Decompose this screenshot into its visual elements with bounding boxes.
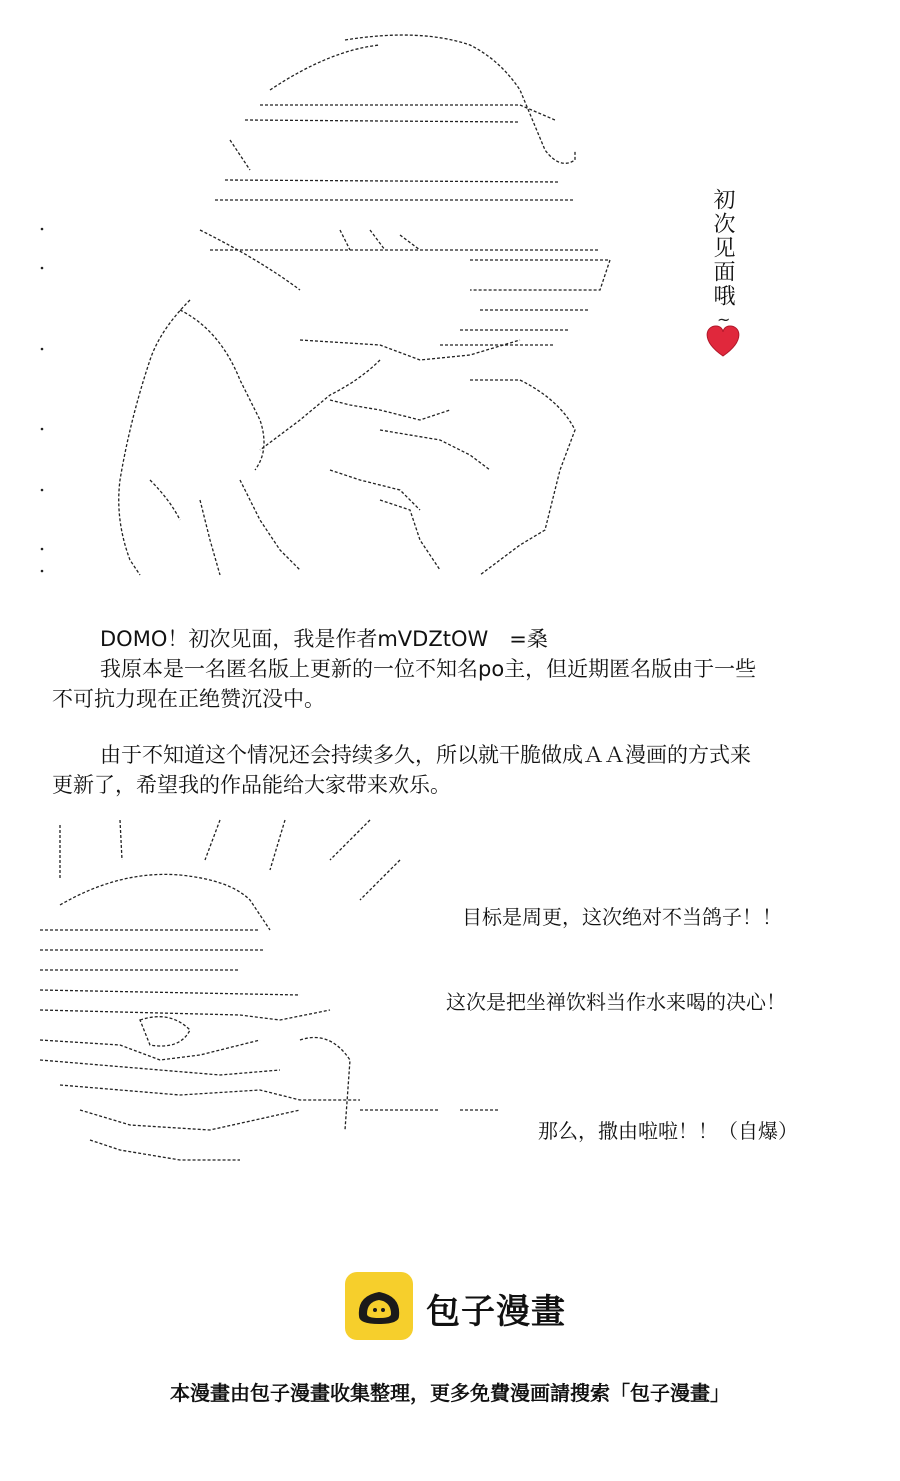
intro-line-2: 我原本是一名匿名版上更新的一位不知名po主，但近期匿名版由于一些 <box>100 657 757 681</box>
baozi-logo-text: 包子漫畫 <box>426 1292 566 1332</box>
intro-text <box>52 624 852 714</box>
tilde-mark: ~ <box>717 310 731 329</box>
footer-credit: 本漫畫由包子漫畫收集整理，更多免費漫画請搜索「包子漫畫」 <box>170 1381 730 1405</box>
body-outline <box>119 300 190 575</box>
baozi-logo-icon <box>345 1272 413 1340</box>
hat-outline <box>345 35 575 163</box>
intro-line-4: 由于不知道这个情况还会持续多久，所以就干脆做成ＡＡ漫画的方式来 <box>100 743 751 767</box>
vertical-caption: 初次见面哦 <box>710 188 735 308</box>
hair-outline <box>60 874 270 930</box>
intro-text-2 <box>52 740 852 800</box>
speech-line-1: 目标是周更，这次绝对不当鸽子！！ <box>462 905 782 929</box>
intro-line-3: 不可抗力现在正绝赞沉没中。 <box>52 687 325 711</box>
intro-line-5: 更新了，希望我的作品能给大家带来欢乐。 <box>52 773 451 797</box>
heart-icon <box>707 326 739 356</box>
intro-line-1: DOMO！初次见面，我是作者mVDZtOW =桑 <box>100 627 548 651</box>
speech-line-2: 这次是把坐禅饮料当作水来喝的决心！ <box>446 990 786 1014</box>
speech-line-3: 那么，撒由啦啦！！（自爆） <box>538 1119 798 1143</box>
